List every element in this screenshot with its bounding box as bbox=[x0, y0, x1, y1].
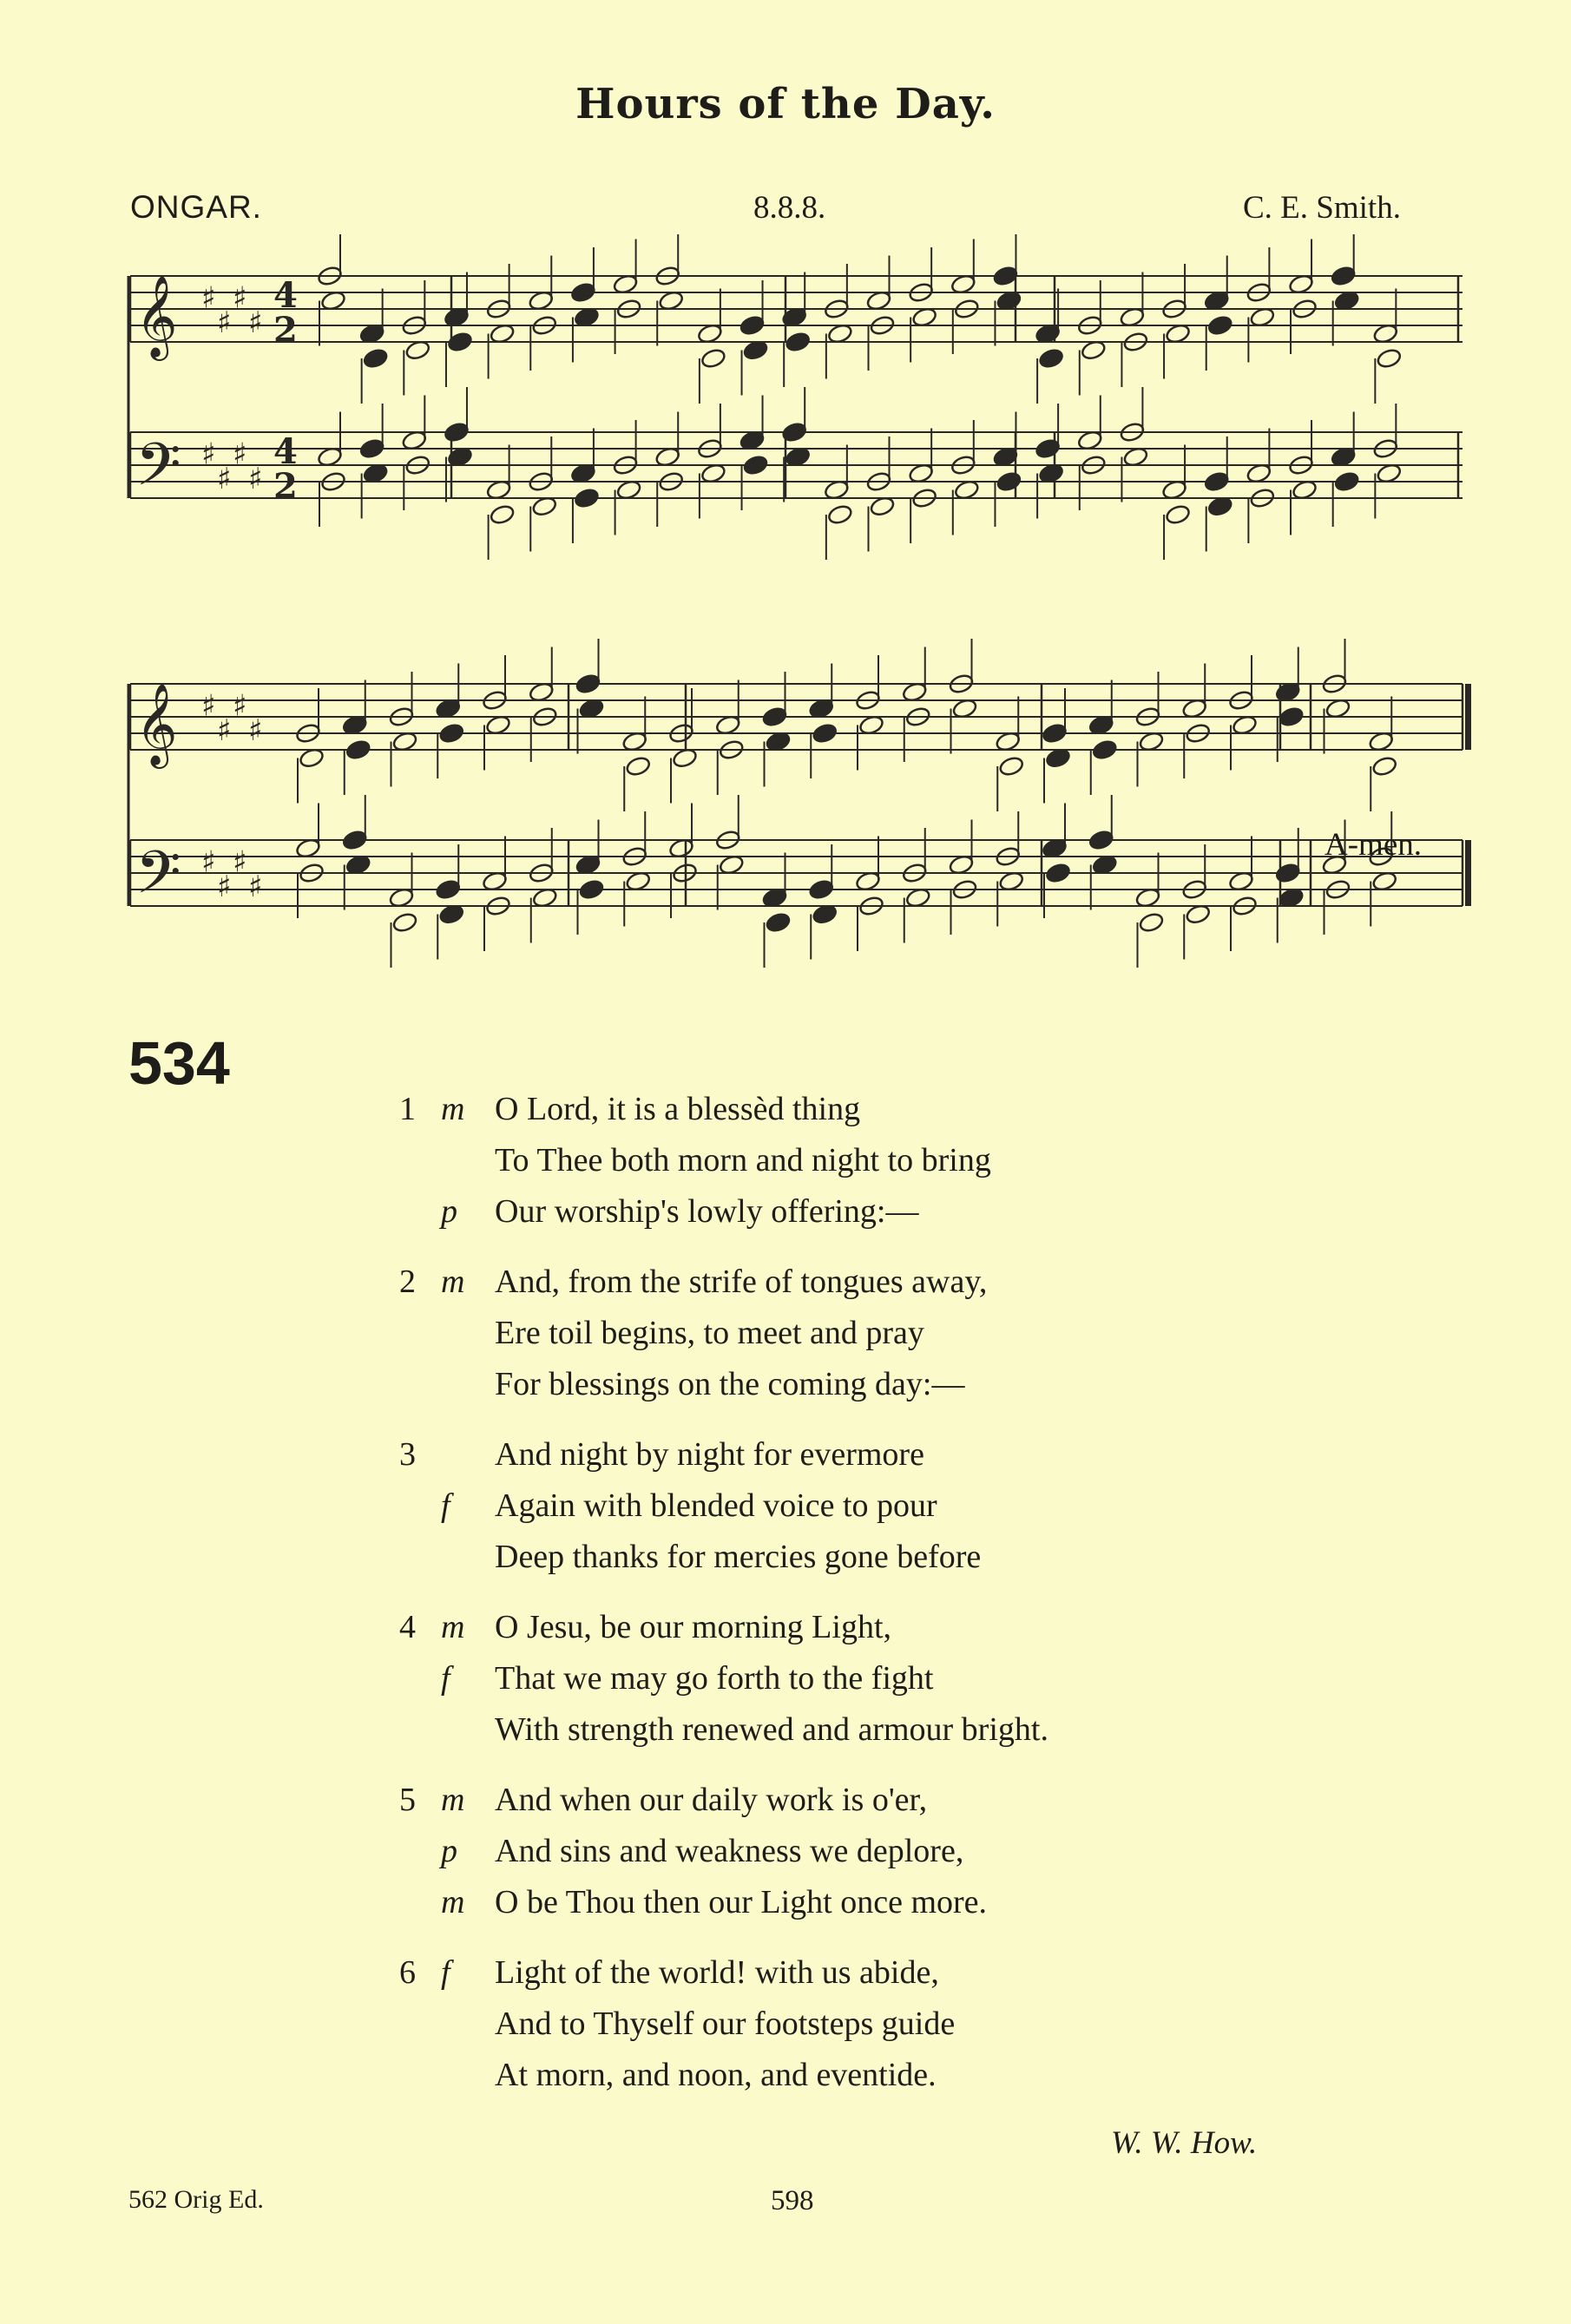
sharp-icon: ♯ bbox=[217, 870, 232, 904]
verse-text: Again with blended voice to pour bbox=[495, 1487, 937, 1524]
final-bar bbox=[1465, 684, 1471, 750]
dynamic-marking: m bbox=[441, 1608, 465, 1645]
notehead bbox=[785, 331, 811, 353]
verse-text: O be Thou then our Light once more. bbox=[495, 1883, 988, 1920]
verse-text: O Lord, it is a blessèd thing bbox=[495, 1090, 861, 1127]
verse-line bbox=[399, 1307, 1048, 1358]
time-signature: 4 bbox=[273, 431, 298, 472]
verse-text: And to Thyself our footsteps guide bbox=[495, 2005, 956, 2042]
notehead bbox=[742, 454, 768, 476]
notehead bbox=[574, 487, 600, 509]
tune-meter: 8.8.8. bbox=[753, 190, 826, 226]
notehead bbox=[438, 722, 464, 745]
notehead bbox=[739, 314, 765, 337]
verse-line bbox=[399, 1083, 1048, 1134]
notehead bbox=[827, 503, 853, 526]
verse-line bbox=[399, 1774, 1048, 1825]
notehead bbox=[996, 470, 1022, 493]
stanza bbox=[399, 1601, 1048, 1755]
verse-line bbox=[399, 1531, 1048, 1582]
notehead bbox=[1275, 862, 1301, 884]
notehead bbox=[342, 829, 368, 851]
stanza-number: 4 bbox=[399, 1608, 416, 1645]
stanza-number: 6 bbox=[399, 1953, 416, 1991]
sharp-icon: ♯ bbox=[201, 844, 216, 880]
stanza bbox=[399, 1256, 1048, 1409]
notehead bbox=[1045, 862, 1071, 884]
verse-line bbox=[399, 2049, 1048, 2100]
notehead bbox=[570, 281, 596, 304]
notehead bbox=[1165, 503, 1191, 526]
verse-text: Ere toil begins, to meet and pray bbox=[495, 1314, 924, 1351]
verse-text: And night by night for evermore bbox=[495, 1435, 924, 1473]
notehead bbox=[1206, 314, 1232, 337]
treble-clef-icon: 𝄞 bbox=[135, 683, 178, 765]
dynamic-marking: p bbox=[441, 1192, 457, 1230]
verse-line bbox=[399, 1652, 1048, 1704]
verse-line bbox=[399, 1876, 1048, 1927]
verse-text: Our worship's lowly offering:— bbox=[495, 1192, 919, 1230]
verse-line bbox=[399, 1480, 1048, 1531]
notehead bbox=[700, 347, 726, 370]
notehead bbox=[1035, 437, 1061, 460]
page-number: 598 bbox=[771, 2185, 814, 2216]
verse-line bbox=[399, 1704, 1048, 1755]
notehead bbox=[391, 911, 417, 934]
notehead bbox=[998, 755, 1024, 778]
verse-text: And when our daily work is o'er, bbox=[495, 1781, 928, 1818]
amen-label: A-men. bbox=[1325, 827, 1422, 863]
sharp-icon: ♯ bbox=[201, 688, 216, 724]
notehead bbox=[1203, 470, 1229, 493]
verse-line bbox=[399, 1428, 1048, 1480]
time-signature: 2 bbox=[273, 310, 298, 351]
notehead bbox=[1371, 755, 1397, 778]
verse-text: To Thee both morn and night to bring bbox=[495, 1141, 991, 1178]
verse-text: Light of the world! with us abide, bbox=[495, 1953, 939, 1991]
notehead bbox=[1042, 722, 1068, 745]
verse-line bbox=[399, 1601, 1048, 1652]
verse-text: That we may go forth to the fight bbox=[495, 1659, 934, 1697]
verse-line bbox=[399, 1185, 1048, 1237]
tune-name: ONGAR. bbox=[130, 189, 262, 225]
verse-text: For blessings on the coming day:— bbox=[495, 1365, 965, 1402]
notehead bbox=[575, 673, 601, 695]
hymn-verses bbox=[399, 1083, 1048, 2119]
sharp-icon: ♯ bbox=[248, 462, 263, 496]
dynamic-marking: p bbox=[441, 1832, 457, 1869]
time-signature: 2 bbox=[273, 466, 298, 507]
verse-text: With strength renewed and armour bright. bbox=[495, 1710, 1048, 1748]
sharp-icon: ♯ bbox=[233, 280, 247, 316]
bass-clef-icon: 𝄢 bbox=[135, 839, 181, 922]
hymn-number: 534 bbox=[128, 1029, 230, 1097]
edition-note: 562 Orig Ed. bbox=[128, 2185, 264, 2214]
verse-text: And sins and weakness we deplore, bbox=[495, 1832, 964, 1869]
time-signature: 4 bbox=[273, 275, 298, 316]
notehead bbox=[1330, 265, 1356, 287]
verse-line bbox=[399, 1998, 1048, 2049]
dynamic-marking: m bbox=[441, 1090, 465, 1127]
verse-text: And, from the strife of tongues away, bbox=[495, 1263, 988, 1300]
sharp-icon: ♯ bbox=[248, 305, 263, 340]
sharp-icon: ♯ bbox=[233, 437, 247, 472]
dynamic-marking: f bbox=[441, 1953, 450, 1991]
notehead bbox=[489, 503, 515, 526]
notehead bbox=[812, 722, 838, 745]
verse-text: At morn, and noon, and eventide. bbox=[495, 2056, 937, 2093]
stanza bbox=[399, 1428, 1048, 1582]
bass-clef-icon: 𝄢 bbox=[135, 431, 181, 514]
notehead bbox=[1038, 347, 1064, 370]
treble-clef-icon: 𝄞 bbox=[135, 275, 178, 358]
final-bar bbox=[1465, 840, 1471, 906]
verse-line bbox=[399, 1134, 1048, 1185]
notehead bbox=[625, 755, 651, 778]
notehead bbox=[1138, 911, 1164, 934]
sharp-icon: ♯ bbox=[217, 305, 232, 340]
notehead bbox=[1278, 706, 1305, 728]
notehead bbox=[435, 878, 461, 901]
verse-text: Deep thanks for mercies gone before bbox=[495, 1538, 982, 1575]
dynamic-marking: m bbox=[441, 1883, 465, 1920]
stanza-number: 3 bbox=[399, 1435, 416, 1473]
verse-text: O Jesu, be our morning Light, bbox=[495, 1608, 892, 1645]
notehead bbox=[1088, 829, 1114, 851]
stanza-number: 5 bbox=[399, 1781, 416, 1818]
sharp-icon: ♯ bbox=[217, 462, 232, 496]
stanza-number: 1 bbox=[399, 1090, 416, 1127]
notehead bbox=[345, 739, 371, 761]
notehead bbox=[1092, 739, 1118, 761]
notehead bbox=[808, 878, 834, 901]
dynamic-marking: m bbox=[441, 1263, 465, 1300]
dynamic-marking: m bbox=[441, 1781, 465, 1818]
stanza bbox=[399, 1774, 1048, 1927]
stanza bbox=[399, 1083, 1048, 1237]
notehead bbox=[444, 421, 470, 443]
notehead bbox=[761, 706, 787, 728]
page-title: Hours of the Day. bbox=[575, 80, 996, 128]
sharp-icon: ♯ bbox=[217, 713, 232, 748]
verse-line bbox=[399, 1947, 1048, 1998]
hymn-author: W. W. How. bbox=[1111, 2125, 1258, 2161]
sharp-icon: ♯ bbox=[201, 280, 216, 316]
sharp-icon: ♯ bbox=[233, 844, 247, 880]
notehead bbox=[1376, 347, 1402, 370]
dynamic-marking: f bbox=[441, 1659, 450, 1697]
verse-line bbox=[399, 1256, 1048, 1307]
composer-name: C. E. Smith. bbox=[1243, 190, 1401, 226]
sharp-icon: ♯ bbox=[248, 713, 263, 748]
verse-line bbox=[399, 1825, 1048, 1876]
notehead bbox=[358, 437, 385, 460]
notehead bbox=[578, 878, 604, 901]
sharp-icon: ♯ bbox=[233, 688, 247, 724]
notehead bbox=[765, 911, 791, 934]
notehead bbox=[1333, 470, 1359, 493]
sharp-icon: ♯ bbox=[201, 437, 216, 472]
stanza bbox=[399, 1947, 1048, 2100]
sharp-icon: ♯ bbox=[248, 870, 263, 904]
notehead bbox=[362, 347, 388, 370]
verse-line bbox=[399, 1358, 1048, 1409]
dynamic-marking: f bbox=[441, 1487, 450, 1524]
music-score bbox=[122, 234, 1476, 1015]
stanza-number: 2 bbox=[399, 1263, 416, 1300]
